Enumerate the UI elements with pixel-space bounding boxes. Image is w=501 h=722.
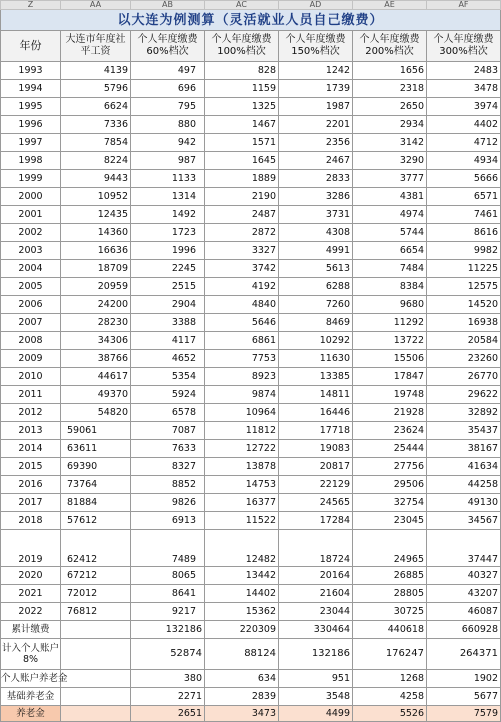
cell-p100[interactable]: 13878: [205, 458, 279, 476]
cell-p300[interactable]: 5666: [427, 170, 501, 188]
cell-p100[interactable]: 2872: [205, 224, 279, 242]
cell-p300[interactable]: 6571: [427, 188, 501, 206]
table-row: [1, 368, 501, 386]
cell-wage[interactable]: 7336: [61, 116, 131, 134]
table-row: [1, 512, 501, 530]
summary-cell-p200[interactable]: 5526: [353, 706, 427, 722]
cell-p200[interactable]: 1656: [353, 62, 427, 80]
cell-p300[interactable]: 26770: [427, 368, 501, 386]
cell-wage[interactable]: 62412: [61, 530, 131, 567]
cell-p300[interactable]: 46087: [427, 603, 501, 621]
summary-row-personal-pension: [1, 670, 501, 688]
header-p60[interactable]: 个人年度缴费60%档次: [131, 31, 205, 62]
cell-p100[interactable]: 3327: [205, 242, 279, 260]
cell-p60[interactable]: 1723: [131, 224, 205, 242]
table-row: [1, 585, 501, 603]
cell-p150[interactable]: 16446: [279, 404, 353, 422]
cell-p150[interactable]: 3286: [279, 188, 353, 206]
cell-p200[interactable]: 23624: [353, 422, 427, 440]
cell-wage[interactable]: 76812: [61, 603, 131, 621]
header-p300[interactable]: 个人年度缴费300%档次: [427, 31, 501, 62]
cell-year[interactable]: 2005: [1, 278, 61, 296]
sheet-title[interactable]: 以大连为例测算（灵活就业人员自己缴费）: [1, 10, 501, 31]
cell-p150[interactable]: 2201: [279, 116, 353, 134]
cell-wage[interactable]: 5796: [61, 80, 131, 98]
cell-p200[interactable]: 32754: [353, 494, 427, 512]
cell-p150[interactable]: 24565: [279, 494, 353, 512]
summary-cell-p100[interactable]: 634: [205, 670, 279, 688]
cell-p60[interactable]: 497: [131, 62, 205, 80]
summary-cell-p100[interactable]: 3473: [205, 706, 279, 722]
cell-p100[interactable]: 11812: [205, 422, 279, 440]
cell-p300[interactable]: 8616: [427, 224, 501, 242]
cell-year[interactable]: 2008: [1, 332, 61, 350]
cell-p300[interactable]: 7461: [427, 206, 501, 224]
cell-year[interactable]: 2001: [1, 206, 61, 224]
summary-cell-p60[interactable]: 380: [131, 670, 205, 688]
cell-p300[interactable]: 29622: [427, 386, 501, 404]
summary-cell-wage[interactable]: [61, 670, 131, 688]
cell-p150[interactable]: 18724: [279, 530, 353, 567]
cell-p300[interactable]: 11225: [427, 260, 501, 278]
cell-wage[interactable]: 59061: [61, 422, 131, 440]
summary-cell-p150[interactable]: 132186: [279, 639, 353, 670]
cell-year[interactable]: 2002: [1, 224, 61, 242]
cell-p100[interactable]: 16377: [205, 494, 279, 512]
cell-wage[interactable]: 9443: [61, 170, 131, 188]
cell-p200[interactable]: 23045: [353, 512, 427, 530]
cell-p150[interactable]: 10292: [279, 332, 353, 350]
summary-cell-p200[interactable]: 176247: [353, 639, 427, 670]
cell-p100[interactable]: 6861: [205, 332, 279, 350]
column-letter[interactable]: AC: [205, 1, 279, 10]
cell-wage[interactable]: 7854: [61, 134, 131, 152]
cell-p60[interactable]: 8852: [131, 476, 205, 494]
summary-cell-p60[interactable]: 2651: [131, 706, 205, 722]
cell-year[interactable]: 1997: [1, 134, 61, 152]
cell-p150[interactable]: 2833: [279, 170, 353, 188]
cell-p200[interactable]: 24965: [353, 530, 427, 567]
table-row: [1, 134, 501, 152]
cell-p300[interactable]: 2483: [427, 62, 501, 80]
cell-p60[interactable]: 9217: [131, 603, 205, 621]
title-row: [1, 10, 501, 31]
cell-wage[interactable]: 54820: [61, 404, 131, 422]
cell-p200[interactable]: 27756: [353, 458, 427, 476]
cell-wage[interactable]: 38766: [61, 350, 131, 368]
cell-p300[interactable]: 32892: [427, 404, 501, 422]
summary-row-pension: [1, 706, 501, 722]
cell-wage[interactable]: 81884: [61, 494, 131, 512]
cell-p300[interactable]: 4712: [427, 134, 501, 152]
cell-wage[interactable]: 67212: [61, 567, 131, 585]
table-row: [1, 260, 501, 278]
cell-p300[interactable]: 34567: [427, 512, 501, 530]
cell-p150[interactable]: 1739: [279, 80, 353, 98]
table-row: [1, 278, 501, 296]
cell-p150[interactable]: 4991: [279, 242, 353, 260]
cell-year[interactable]: 1996: [1, 116, 61, 134]
cell-p300[interactable]: 3974: [427, 98, 501, 116]
cell-p100[interactable]: 11522: [205, 512, 279, 530]
cell-p100[interactable]: 4840: [205, 296, 279, 314]
table-row: [1, 116, 501, 134]
summary-cell-p150[interactable]: 951: [279, 670, 353, 688]
cell-p60[interactable]: 8641: [131, 585, 205, 603]
cell-wage[interactable]: 10952: [61, 188, 131, 206]
cell-p200[interactable]: 4974: [353, 206, 427, 224]
table-row: [1, 152, 501, 170]
cell-p150[interactable]: 1987: [279, 98, 353, 116]
cell-p200[interactable]: 29506: [353, 476, 427, 494]
cell-p200[interactable]: 4381: [353, 188, 427, 206]
cell-p300[interactable]: 38167: [427, 440, 501, 458]
summary-cell-p100[interactable]: 220309: [205, 621, 279, 639]
cell-p150[interactable]: 2356: [279, 134, 353, 152]
cell-p150[interactable]: 23044: [279, 603, 353, 621]
cell-p200[interactable]: 15506: [353, 350, 427, 368]
cell-p60[interactable]: 1314: [131, 188, 205, 206]
cell-wage[interactable]: 63611: [61, 440, 131, 458]
cell-p150[interactable]: 13385: [279, 368, 353, 386]
summary-cell-p150[interactable]: 4499: [279, 706, 353, 722]
cell-p300[interactable]: 14520: [427, 296, 501, 314]
cell-p200[interactable]: 21928: [353, 404, 427, 422]
cell-p200[interactable]: 2318: [353, 80, 427, 98]
cell-p100[interactable]: 1159: [205, 80, 279, 98]
table-row: [1, 206, 501, 224]
table-row: [1, 458, 501, 476]
summary-cell-p100[interactable]: 88124: [205, 639, 279, 670]
summary-cell-p150[interactable]: 330464: [279, 621, 353, 639]
cell-year[interactable]: 2003: [1, 242, 61, 260]
summary-label[interactable]: 基础养老金: [1, 688, 61, 706]
summary-cell-p60[interactable]: 132186: [131, 621, 205, 639]
cell-year[interactable]: 2020: [1, 567, 61, 585]
cell-year[interactable]: 2010: [1, 368, 61, 386]
cell-p300[interactable]: 40327: [427, 567, 501, 585]
cell-wage[interactable]: 28230: [61, 314, 131, 332]
cell-p60[interactable]: 1996: [131, 242, 205, 260]
summary-cell-wage[interactable]: [61, 688, 131, 706]
summary-cell-p300[interactable]: 1902: [427, 670, 501, 688]
header-row: [1, 31, 501, 62]
cell-p150[interactable]: 8469: [279, 314, 353, 332]
cell-year[interactable]: 1995: [1, 98, 61, 116]
cell-p60[interactable]: 696: [131, 80, 205, 98]
cell-p150[interactable]: 6288: [279, 278, 353, 296]
header-p150[interactable]: 个人年度缴费150%档次: [279, 31, 353, 62]
cell-p60[interactable]: 3388: [131, 314, 205, 332]
column-letter-row: [1, 1, 501, 10]
cell-year[interactable]: 2019: [1, 530, 61, 567]
cell-p60[interactable]: 8327: [131, 458, 205, 476]
summary-cell-p300[interactable]: 7579: [427, 706, 501, 722]
cell-p300[interactable]: 35437: [427, 422, 501, 440]
cell-p100[interactable]: 828: [205, 62, 279, 80]
cell-p60[interactable]: 7489: [131, 530, 205, 567]
cell-p150[interactable]: 3731: [279, 206, 353, 224]
cell-wage[interactable]: 72012: [61, 585, 131, 603]
cell-p300[interactable]: 37447: [427, 530, 501, 567]
column-letter[interactable]: AF: [427, 1, 501, 10]
summary-cell-p200[interactable]: 4258: [353, 688, 427, 706]
cell-p100[interactable]: 9874: [205, 386, 279, 404]
cell-p100[interactable]: 10964: [205, 404, 279, 422]
cell-p100[interactable]: 7753: [205, 350, 279, 368]
cell-p60[interactable]: 5354: [131, 368, 205, 386]
cell-p150[interactable]: 14811: [279, 386, 353, 404]
table-row: [1, 98, 501, 116]
cell-p60[interactable]: 2904: [131, 296, 205, 314]
cell-p60[interactable]: 1133: [131, 170, 205, 188]
table-row: [1, 332, 501, 350]
cell-p100[interactable]: 3742: [205, 260, 279, 278]
table-row: [1, 567, 501, 585]
cell-p300[interactable]: 41634: [427, 458, 501, 476]
cell-p300[interactable]: 44258: [427, 476, 501, 494]
cell-p100[interactable]: 14402: [205, 585, 279, 603]
cell-p300[interactable]: 4934: [427, 152, 501, 170]
cell-p200[interactable]: 6654: [353, 242, 427, 260]
cell-p60[interactable]: 9826: [131, 494, 205, 512]
column-letter[interactable]: AA: [61, 1, 131, 10]
header-wage[interactable]: 大连市年度社平工资: [61, 31, 131, 62]
summary-row-personal: [1, 639, 501, 670]
cell-p100[interactable]: 14753: [205, 476, 279, 494]
cell-wage[interactable]: 6624: [61, 98, 131, 116]
cell-wage[interactable]: 57612: [61, 512, 131, 530]
cell-p60[interactable]: 942: [131, 134, 205, 152]
cell-p100[interactable]: 12482: [205, 530, 279, 567]
cell-p60[interactable]: 7633: [131, 440, 205, 458]
cell-p150[interactable]: 20817: [279, 458, 353, 476]
table-row: [1, 494, 501, 512]
cell-p150[interactable]: 5613: [279, 260, 353, 278]
cell-p200[interactable]: 2934: [353, 116, 427, 134]
cell-wage[interactable]: 34306: [61, 332, 131, 350]
cell-wage[interactable]: 73764: [61, 476, 131, 494]
cell-p200[interactable]: 9680: [353, 296, 427, 314]
cell-year[interactable]: 2017: [1, 494, 61, 512]
cell-p150[interactable]: 20164: [279, 567, 353, 585]
cell-wage[interactable]: 69390: [61, 458, 131, 476]
header-p100[interactable]: 个人年度缴费100%档次: [205, 31, 279, 62]
column-letter[interactable]: Z: [1, 1, 61, 10]
cell-p60[interactable]: 795: [131, 98, 205, 116]
cell-p150[interactable]: 17284: [279, 512, 353, 530]
table-row: [1, 62, 501, 80]
cell-p100[interactable]: 5646: [205, 314, 279, 332]
cell-p300[interactable]: 4402: [427, 116, 501, 134]
cell-year[interactable]: 2016: [1, 476, 61, 494]
cell-p300[interactable]: 16938: [427, 314, 501, 332]
table-row: [1, 422, 501, 440]
cell-p200[interactable]: 13722: [353, 332, 427, 350]
cell-p200[interactable]: 5744: [353, 224, 427, 242]
cell-p60[interactable]: 8065: [131, 567, 205, 585]
summary-row-total: [1, 621, 501, 639]
cell-year[interactable]: 2004: [1, 260, 61, 278]
cell-p200[interactable]: 11292: [353, 314, 427, 332]
cell-p100[interactable]: 2190: [205, 188, 279, 206]
cell-p60[interactable]: 4652: [131, 350, 205, 368]
cell-wage[interactable]: 49370: [61, 386, 131, 404]
cell-p100[interactable]: 1325: [205, 98, 279, 116]
table-row: [1, 224, 501, 242]
cell-wage[interactable]: 4139: [61, 62, 131, 80]
cell-p100[interactable]: 1571: [205, 134, 279, 152]
cell-wage[interactable]: 8224: [61, 152, 131, 170]
table-row: [1, 530, 501, 567]
summary-label[interactable]: 累计缴费: [1, 621, 61, 639]
cell-wage[interactable]: 18709: [61, 260, 131, 278]
cell-year[interactable]: 2009: [1, 350, 61, 368]
cell-year[interactable]: 2012: [1, 404, 61, 422]
cell-p100[interactable]: 1467: [205, 116, 279, 134]
cell-p100[interactable]: 15362: [205, 603, 279, 621]
table-row: [1, 386, 501, 404]
cell-year[interactable]: 2022: [1, 603, 61, 621]
cell-wage[interactable]: 16636: [61, 242, 131, 260]
summary-cell-p150[interactable]: 3548: [279, 688, 353, 706]
cell-p60[interactable]: 7087: [131, 422, 205, 440]
table-row: [1, 188, 501, 206]
cell-year[interactable]: 2013: [1, 422, 61, 440]
cell-year[interactable]: 1994: [1, 80, 61, 98]
cell-p150[interactable]: 17718: [279, 422, 353, 440]
cell-p300[interactable]: 49130: [427, 494, 501, 512]
header-year[interactable]: 年份: [1, 31, 61, 62]
summary-label[interactable]: 计入个人账户8%: [1, 639, 61, 670]
cell-p150[interactable]: 4308: [279, 224, 353, 242]
cell-p60[interactable]: 1492: [131, 206, 205, 224]
summary-cell-p100[interactable]: 2839: [205, 688, 279, 706]
cell-p300[interactable]: 3478: [427, 80, 501, 98]
cell-p100[interactable]: 4192: [205, 278, 279, 296]
cell-wage[interactable]: 20959: [61, 278, 131, 296]
cell-p150[interactable]: 21604: [279, 585, 353, 603]
cell-p200[interactable]: 26885: [353, 567, 427, 585]
cell-p150[interactable]: 11630: [279, 350, 353, 368]
cell-wage[interactable]: 12435: [61, 206, 131, 224]
table-row: [1, 350, 501, 368]
cell-p300[interactable]: 12575: [427, 278, 501, 296]
cell-p150[interactable]: 22129: [279, 476, 353, 494]
summary-cell-wage[interactable]: [61, 621, 131, 639]
cell-p200[interactable]: 8384: [353, 278, 427, 296]
cell-p60[interactable]: 6913: [131, 512, 205, 530]
cell-p60[interactable]: 4117: [131, 332, 205, 350]
cell-p200[interactable]: 19748: [353, 386, 427, 404]
cell-year[interactable]: 2018: [1, 512, 61, 530]
summary-cell-p300[interactable]: 660928: [427, 621, 501, 639]
table-row: [1, 242, 501, 260]
cell-p150[interactable]: 1242: [279, 62, 353, 80]
table-row: [1, 603, 501, 621]
table-row: [1, 296, 501, 314]
table-row: [1, 80, 501, 98]
cell-p60[interactable]: 5924: [131, 386, 205, 404]
table-row: [1, 170, 501, 188]
cell-p100[interactable]: 1889: [205, 170, 279, 188]
summary-cell-p300[interactable]: 5677: [427, 688, 501, 706]
cell-p200[interactable]: 3777: [353, 170, 427, 188]
cell-year[interactable]: 2014: [1, 440, 61, 458]
cell-p60[interactable]: 6578: [131, 404, 205, 422]
cell-wage[interactable]: 14360: [61, 224, 131, 242]
header-p200[interactable]: 个人年度缴费200%档次: [353, 31, 427, 62]
cell-year[interactable]: 2006: [1, 296, 61, 314]
cell-p100[interactable]: 12722: [205, 440, 279, 458]
cell-year[interactable]: 1993: [1, 62, 61, 80]
cell-year[interactable]: 1998: [1, 152, 61, 170]
cell-year[interactable]: 2011: [1, 386, 61, 404]
summary-label[interactable]: 养老金: [1, 706, 61, 722]
summary-cell-wage[interactable]: [61, 706, 131, 722]
summary-cell-p300[interactable]: 264371: [427, 639, 501, 670]
cell-p60[interactable]: 2245: [131, 260, 205, 278]
cell-wage[interactable]: 44617: [61, 368, 131, 386]
column-letter[interactable]: AD: [279, 1, 353, 10]
table-row: [1, 404, 501, 422]
summary-cell-wage[interactable]: [61, 639, 131, 670]
cell-p60[interactable]: 987: [131, 152, 205, 170]
summary-label[interactable]: 个人账户养老金: [1, 670, 61, 688]
cell-p60[interactable]: 880: [131, 116, 205, 134]
cell-year[interactable]: 2000: [1, 188, 61, 206]
summary-cell-p60[interactable]: 52874: [131, 639, 205, 670]
cell-p100[interactable]: 2487: [205, 206, 279, 224]
cell-p300[interactable]: 20584: [427, 332, 501, 350]
cell-p200[interactable]: 3290: [353, 152, 427, 170]
cell-year[interactable]: 2007: [1, 314, 61, 332]
summary-cell-p60[interactable]: 2271: [131, 688, 205, 706]
column-letter[interactable]: AE: [353, 1, 427, 10]
cell-wage[interactable]: 24200: [61, 296, 131, 314]
cell-p200[interactable]: 7484: [353, 260, 427, 278]
cell-p200[interactable]: 28805: [353, 585, 427, 603]
cell-p150[interactable]: 19083: [279, 440, 353, 458]
cell-p300[interactable]: 43207: [427, 585, 501, 603]
table-row: [1, 314, 501, 332]
cell-p200[interactable]: 2650: [353, 98, 427, 116]
summary-cell-p200[interactable]: 440618: [353, 621, 427, 639]
cell-p200[interactable]: 17847: [353, 368, 427, 386]
cell-year[interactable]: 2015: [1, 458, 61, 476]
table-row: [1, 476, 501, 494]
cell-p300[interactable]: 23260: [427, 350, 501, 368]
cell-p150[interactable]: 2467: [279, 152, 353, 170]
cell-p60[interactable]: 2515: [131, 278, 205, 296]
cell-p300[interactable]: 9982: [427, 242, 501, 260]
cell-p200[interactable]: 25444: [353, 440, 427, 458]
cell-p100[interactable]: 13442: [205, 567, 279, 585]
cell-year[interactable]: 1999: [1, 170, 61, 188]
table-row: [1, 440, 501, 458]
column-letter[interactable]: AB: [131, 1, 205, 10]
cell-p200[interactable]: 30725: [353, 603, 427, 621]
cell-p100[interactable]: 8923: [205, 368, 279, 386]
cell-year[interactable]: 2021: [1, 585, 61, 603]
summary-cell-p200[interactable]: 1268: [353, 670, 427, 688]
summary-row-basic-pension: [1, 688, 501, 706]
cell-p200[interactable]: 3142: [353, 134, 427, 152]
cell-p100[interactable]: 1645: [205, 152, 279, 170]
cell-p150[interactable]: 7260: [279, 296, 353, 314]
